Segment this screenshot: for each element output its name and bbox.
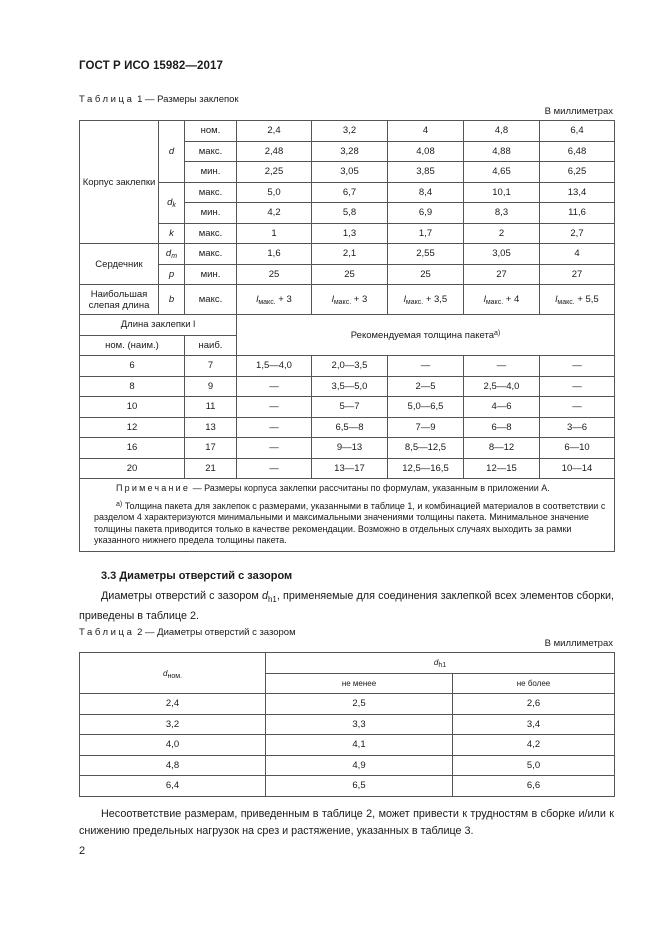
kind-cell: макс. [185, 223, 237, 244]
table1-caption: Таблица 1 — Размеры заклепок [79, 94, 239, 105]
nom-header: ном. (наим.) [80, 335, 185, 356]
length-header: Длина заклепки l [80, 315, 237, 336]
table-row [80, 653, 615, 674]
table-row [80, 397, 615, 418]
value-cell: 2,7 [540, 223, 615, 244]
core-label: Сердечник [80, 244, 159, 285]
value-cell: 1,5—4,0 [237, 356, 312, 377]
max-cell: 21 [185, 458, 237, 479]
value-cell: 25 [312, 264, 388, 285]
value-cell: 6,6 [453, 776, 615, 797]
value-cell: 6,5—8 [312, 417, 388, 438]
value-cell: $l_{макс.} + 4$ [464, 285, 540, 315]
table-row [80, 776, 615, 797]
kind-cell: мин. [185, 264, 237, 285]
nom-cell: 12 [80, 417, 185, 438]
value-cell: 6,9 [388, 203, 464, 224]
value-cell: 3—6 [540, 417, 615, 438]
value-cell: — [237, 458, 312, 479]
value-cell: — [237, 376, 312, 397]
table-row [80, 121, 615, 142]
section-paragraph: Диаметры отверстий с зазором $d_{h1}$, применяемые для соединения заклепкой всех элементов сборки, приведены в таблице 2. [79, 590, 614, 623]
value-cell: 4,65 [464, 162, 540, 183]
value-cell: 4,88 [464, 141, 540, 162]
symbol-b: b [159, 285, 185, 315]
value-cell: 7—9 [388, 417, 464, 438]
value-cell: — [388, 356, 464, 377]
value-cell: 3,2 [312, 121, 388, 142]
value-cell: 1,3 [312, 223, 388, 244]
value-cell: 3,5—5,0 [312, 376, 388, 397]
nom-cell: 8 [80, 376, 185, 397]
table-row [80, 315, 615, 336]
col-dh1: $d_{h1}$ [266, 653, 615, 674]
value-cell: — [540, 376, 615, 397]
value-cell: 2,5 [266, 694, 453, 715]
kind-cell: макс. [185, 182, 237, 203]
value-cell: 10—14 [540, 458, 615, 479]
closing-paragraph: Несоответствие размерам, приведенным в таблице 2, может привести к трудностям в сборке и/или к снижению предельных нагрузок на срез и растяжение, указанных в таблице 3. [79, 808, 614, 837]
value-cell: 2,4 [80, 694, 266, 715]
value-cell: 6,5 [266, 776, 453, 797]
value-cell: $l_{макс.} + 3,5$ [388, 285, 464, 315]
value-cell: 6,4 [540, 121, 615, 142]
value-cell: 8,3 [464, 203, 540, 224]
value-cell: 4,8 [80, 755, 266, 776]
value-cell: 13—17 [312, 458, 388, 479]
value-cell: 6—8 [464, 417, 540, 438]
body-label: Корпус заклепки [80, 121, 159, 244]
value-cell: 2,25 [237, 162, 312, 183]
value-cell: — [237, 417, 312, 438]
table-note: Примечание — Размеры корпуса заклепки рассчитаны по формулам, указанным в приложении А. $^{а)}$ Толщина пакета для заклепок с размерами, указанными в таблице 1, и комбинацией материалов в соответствии с разделом 4 характеризуются минимальными и максимальными значениями толщины пакета. Минимальное значение толщины пакета приводится только в качестве рекомендации. Возможно в отдельных случаях выходить за рамки указанного нижнего предела толщины пакета. [80, 479, 615, 552]
kind-cell: макс. [185, 285, 237, 315]
value-cell: 4 [388, 121, 464, 142]
value-cell: 3,4 [453, 714, 615, 735]
value-cell: 2,48 [237, 141, 312, 162]
max-cell: 7 [185, 356, 237, 377]
value-cell: 25 [388, 264, 464, 285]
value-cell: 3,3 [266, 714, 453, 735]
value-cell: 1 [237, 223, 312, 244]
table2-unit: В миллиметрах [544, 638, 613, 649]
table-row [80, 182, 615, 203]
table-row [80, 438, 615, 459]
value-cell: 27 [540, 264, 615, 285]
value-cell: 27 [464, 264, 540, 285]
value-cell: 4,1 [266, 735, 453, 756]
table-row [80, 264, 615, 285]
blind-length-label: Наибольшая слепая длина [80, 285, 159, 315]
value-cell: 5,8 [312, 203, 388, 224]
value-cell: 5,0 [453, 755, 615, 776]
nom-cell: 10 [80, 397, 185, 418]
table-row [80, 458, 615, 479]
table-row [80, 714, 615, 735]
value-cell: 4,8 [464, 121, 540, 142]
value-cell: 3,85 [388, 162, 464, 183]
symbol-k: k [159, 223, 185, 244]
value-cell: 2,55 [388, 244, 464, 265]
value-cell: 5,0 [237, 182, 312, 203]
value-cell: $l_{макс.} + 3$ [237, 285, 312, 315]
value-cell: 4,9 [266, 755, 453, 776]
value-cell: 2,4 [237, 121, 312, 142]
clearance-holes-table [79, 652, 615, 797]
value-cell: 2,1 [312, 244, 388, 265]
table-row [80, 479, 615, 552]
value-cell: $l_{макс.} + 5,5$ [540, 285, 615, 315]
value-cell: — [464, 356, 540, 377]
value-cell: 2,0—3,5 [312, 356, 388, 377]
rivet-dimensions-table [79, 120, 615, 552]
value-cell: — [237, 397, 312, 418]
document-header: ГОСТ Р ИСО 15982—2017 [79, 60, 224, 72]
symbol-d: d [159, 121, 185, 183]
value-cell: — [237, 438, 312, 459]
value-cell: 25 [237, 264, 312, 285]
table-row [80, 694, 615, 715]
value-cell: 5—7 [312, 397, 388, 418]
value-cell: 11,6 [540, 203, 615, 224]
value-cell: 3,2 [80, 714, 266, 735]
col-min: не менее [266, 673, 453, 694]
symbol-dm: $d_m$ [159, 244, 185, 265]
max-header: наиб. [185, 335, 237, 356]
value-cell: 12,5—16,5 [388, 458, 464, 479]
max-cell: 11 [185, 397, 237, 418]
max-cell: 13 [185, 417, 237, 438]
recommended-header: Рекомендуемая толщина пакета$^{а)}$ [237, 315, 615, 356]
value-cell: 10,1 [464, 182, 540, 203]
table-row [80, 244, 615, 265]
value-cell: 6,48 [540, 141, 615, 162]
table-row [80, 735, 615, 756]
page-number: 2 [79, 845, 86, 857]
nom-cell: 16 [80, 438, 185, 459]
max-cell: 17 [185, 438, 237, 459]
value-cell: 8—12 [464, 438, 540, 459]
value-cell: 2,5—4,0 [464, 376, 540, 397]
value-cell: — [540, 356, 615, 377]
max-cell: 9 [185, 376, 237, 397]
value-cell: 2 [464, 223, 540, 244]
value-cell: 5,0—6,5 [388, 397, 464, 418]
value-cell: $l_{макс.} + 3$ [312, 285, 388, 315]
table-row [80, 356, 615, 377]
kind-cell: мин. [185, 203, 237, 224]
value-cell: 3,05 [464, 244, 540, 265]
symbol-dk: $d_k$ [159, 182, 185, 223]
nom-cell: 6 [80, 356, 185, 377]
value-cell: 6,7 [312, 182, 388, 203]
value-cell: 1,6 [237, 244, 312, 265]
value-cell: 4,2 [453, 735, 615, 756]
value-cell: 12—15 [464, 458, 540, 479]
kind-cell: ном. [185, 121, 237, 142]
kind-cell: макс. [185, 141, 237, 162]
value-cell: 4,08 [388, 141, 464, 162]
table-row [80, 755, 615, 776]
value-cell: 8,4 [388, 182, 464, 203]
value-cell: 4,0 [80, 735, 266, 756]
table-row [80, 417, 615, 438]
value-cell: 6,4 [80, 776, 266, 797]
value-cell: 3,28 [312, 141, 388, 162]
value-cell: 3,05 [312, 162, 388, 183]
value-cell: 4—6 [464, 397, 540, 418]
col-max: не более [453, 673, 615, 694]
table2-caption: Таблица 2 — Диаметры отверстий с зазором [79, 627, 296, 638]
table-row [80, 285, 615, 315]
value-cell: 8,5—12,5 [388, 438, 464, 459]
value-cell: 9—13 [312, 438, 388, 459]
col-d-nom: $d_{ном.}$ [80, 653, 266, 694]
value-cell: — [540, 397, 615, 418]
value-cell: 6—10 [540, 438, 615, 459]
nom-cell: 20 [80, 458, 185, 479]
value-cell: 13,4 [540, 182, 615, 203]
table-row [80, 223, 615, 244]
kind-cell: макс. [185, 244, 237, 265]
value-cell: 4 [540, 244, 615, 265]
symbol-p: p [159, 264, 185, 285]
value-cell: 1,7 [388, 223, 464, 244]
section-title: 3.3 Диаметры отверстий с зазором [101, 570, 293, 582]
value-cell: 2,6 [453, 694, 615, 715]
value-cell: 6,25 [540, 162, 615, 183]
kind-cell: мин. [185, 162, 237, 183]
value-cell: 2—5 [388, 376, 464, 397]
value-cell: 4,2 [237, 203, 312, 224]
table1-unit: В миллиметрах [544, 106, 613, 117]
table-row [80, 376, 615, 397]
